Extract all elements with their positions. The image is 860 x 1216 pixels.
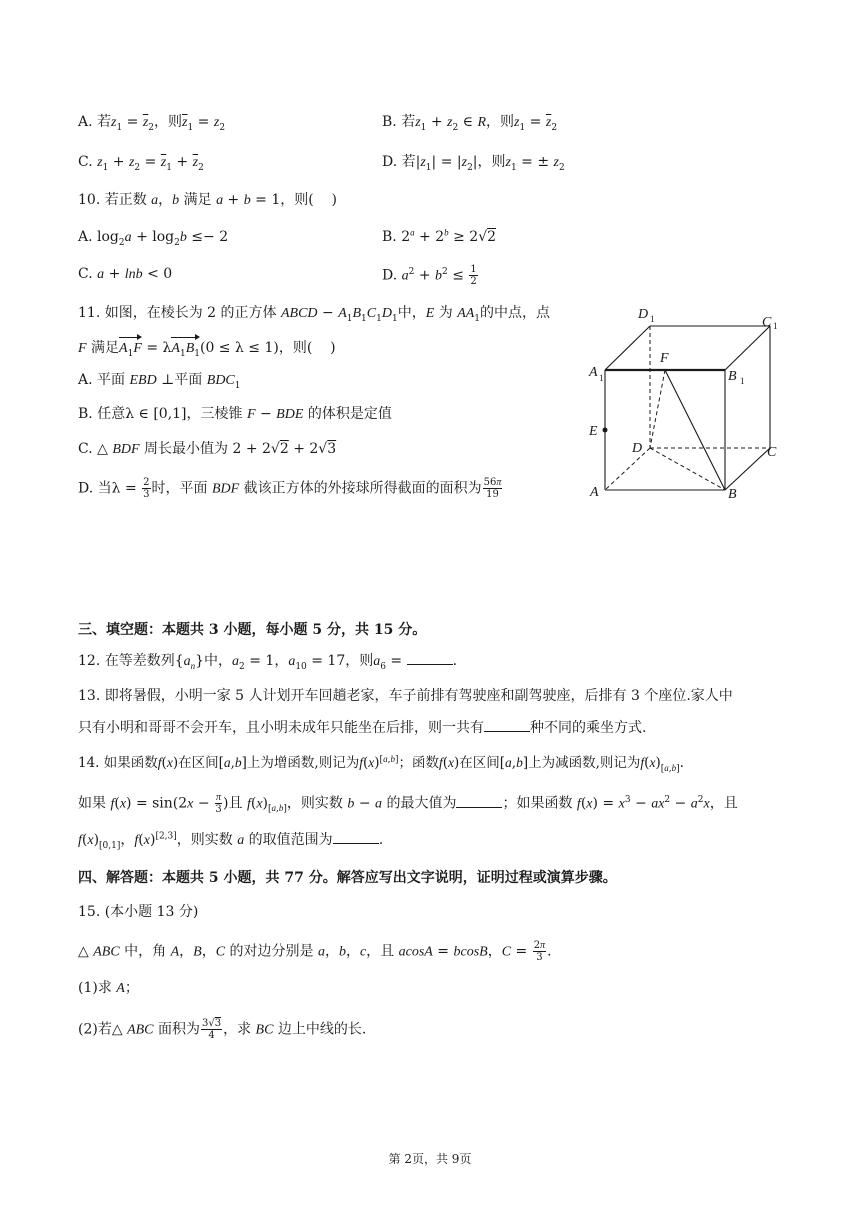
q15-stem: △ ABC 中，角 A，B，C 的对边分别是 a，b，c，且 acosA = bcosB，C = $\frac{2\pi}{3}$ . [78,940,552,963]
q15-part1: (1)求 A； [78,980,139,996]
q10-option-b: B. $2^a + 2^b \ge 2√2$ [382,227,497,245]
q10-option-a: A. $\log_2a + \log_2b \le- 2$ [78,229,229,248]
page-footer: 第 2页，共 9页 [388,1152,472,1166]
q10-option-d: D. $a^2 + b^2$ ≤ $\frac{1}{2}$ [382,264,477,287]
q14-line2: 如果 f(x) = sin(2x − $\frac{\pi}{3}$ )且 $f(x)_{[a,b]}$，则实数 b − a 的最大值为 ；如果函数 $f(x) = x^3 - ax^2 - a^2x$，且 [78,792,738,815]
svg-text:1: 1 [599,373,604,383]
q15-header: 15. (本小题 13 分) [78,904,199,920]
q9-option-d: D. 若$|z_1| = |z_2|$，则$z_1$ = ± $z_2$ [382,154,565,173]
q9-option-b: B. 若$z_1 + z_2$ ∈ R，则$z_1 = \overline{z}_2$ [382,114,558,133]
q9-option-c: C. $z_1 + z_2 = \overline{z}_1 + \overline{z}_2$ [78,154,204,173]
label-e: E [589,424,598,439]
label-c: C [767,445,777,460]
label-c1: C [762,315,772,330]
svg-text:1: 1 [650,314,655,324]
label-d1: D [638,307,649,322]
label-b1: B [728,369,737,384]
q10-option-c: C. a + lnb < 0 [78,266,173,282]
label-b: B [728,487,737,502]
q11-option-d: D. 当λ = $\frac{2}{3}$ 时，平面 BDF 截该正方体的外接球所得截面的面积为 $\frac{56\pi}{19}$ [78,477,502,500]
cube-figure [580,300,790,505]
q9-option-a: A. 若$z_1 = \overline{z}_2$，则$\overline{z}_1 = z_2$ [78,114,226,133]
section-4-heading: 四、解答题：本题共 5 小题，共 77 分。解答应写出文字说明，证明过程或演算步骤。 [78,870,617,886]
label-a1: A [589,365,598,380]
q14-line1: 14. 如果函数f(x)在区间[a,b]上为增函数,则记为f(x)[a,b]；函数f(x)在区间[a,b]上为减函数,则记为$f(x)_{[a,b]}$. [78,753,684,774]
label-a: A [590,485,599,500]
q15-part2: (2)若△ ABC 面积为 $\frac{3√3}{4}$ ，求 BC 边上中线的长. [78,1018,367,1041]
label-f: F [660,351,669,366]
svg-text:1: 1 [740,376,745,386]
q11-stem-line1: 11. 如图，在棱长为 2 的正方体 ABCD − $A_1B_1C_1D_1$中，E 为 $AA_1$的中点，点 [78,305,551,324]
q11-option-a: A. 平面 EBD ⊥平面 $BDC_1$ [78,372,241,391]
q11-option-b: B. 任意λ ∈ [0,1]，三棱锥 F − BDE 的体积是定值 [78,406,392,422]
section-3-heading: 三、填空题：本题共 3 小题，每小题 5 分，共 15 分。 [78,622,427,638]
q13-line1: 13. 即将暑假，小明一家 5 人计划开车回趟老家，车子前排有驾驶座和副驾驶座，后排有 3 个座位.家人中 [78,688,733,704]
q11-option-c: C. △ BDF 周长最小值为 2 + 2√2 + 2√3 [78,441,337,457]
label-d: D [632,441,643,456]
q12: 12. 在等差数列$\{a_n\}$中，$a_2 = 1$，$a_{10} = 17$，则$a_6$ = . [78,653,458,672]
svg-text:1: 1 [773,321,778,331]
q14-line3: $f(x)_{[0,1]}$，f(x)[2,3]，则实数 a 的取值范围为 . [78,831,384,851]
q13-line2: 只有小明和哥哥不会开车，且小明未成年只能坐在后排，则一共有 种不同的乘坐方式. [78,720,647,736]
q11-stem-line2: F 满足$A_1F = \lambda A_1B_1(0 \le \lambda \le 1)$，则( ) [78,340,336,359]
q10-stem: 10. 若正数 a，b 满足 a + b = 1，则( ) [78,192,337,208]
